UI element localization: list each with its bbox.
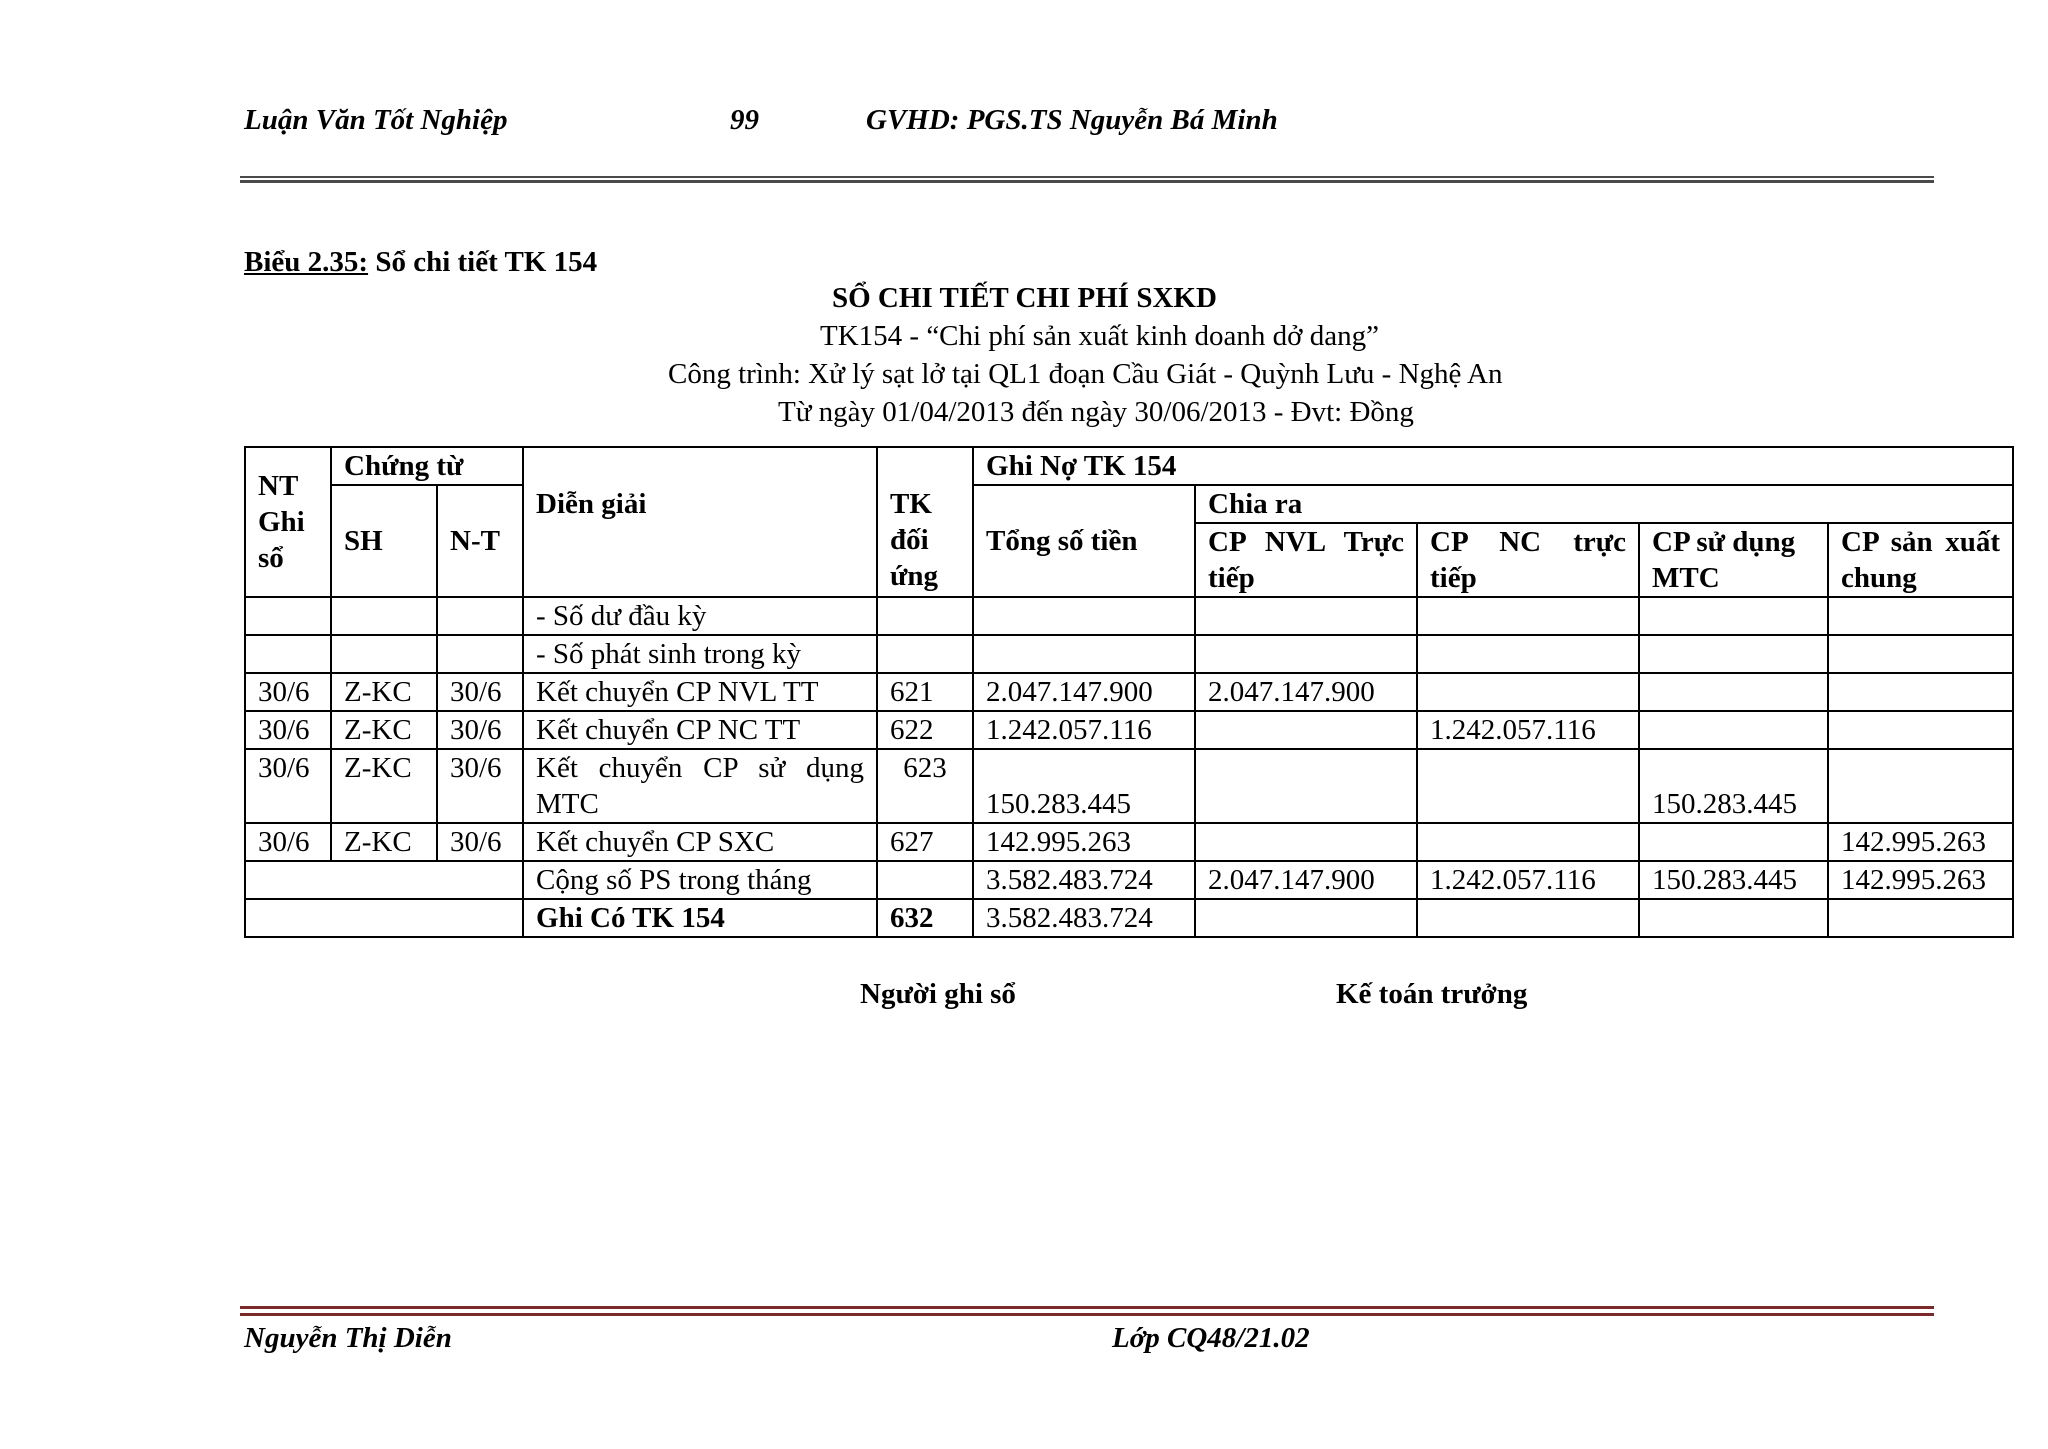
header-thesis-title: Luận Văn Tốt Nghiệp (244, 104, 508, 136)
col-dien-giai (523, 447, 877, 597)
cell-blank (245, 861, 523, 899)
col-nt-ghi-so: NT Ghi sổ (245, 447, 331, 597)
page-header (244, 104, 1934, 144)
cell-mtc (1639, 899, 1828, 937)
ledger-project-line: Công trình: Xử lý sạt lở tại QL1 đoạn Cầu Giát - Quỳnh Lưu - Nghệ An (668, 358, 1503, 390)
cell-nvl (1195, 899, 1417, 937)
cell-sxc (1828, 597, 2013, 635)
cell-mtc (1639, 823, 1828, 861)
cell-nt: 30/6 (245, 749, 331, 823)
table-row (245, 711, 2013, 749)
cell-nc (1417, 673, 1639, 711)
cell-nt: 30/6 (245, 673, 331, 711)
cell-tong: 3.582.483.724 (973, 861, 1195, 899)
cell-nt (245, 597, 331, 635)
cell-dien-giai: Kết chuyển CP NC TT (523, 711, 877, 749)
header-row (245, 447, 2013, 485)
cell-mtc: 150.283.445 (1639, 749, 1828, 823)
cell-tk: 623 (877, 749, 973, 823)
ledger-table (244, 446, 2014, 938)
cell-tong (973, 597, 1195, 635)
footer-rule (240, 1306, 1934, 1316)
cell-dien-giai: Kết chuyển CP SXC (523, 823, 877, 861)
cell-ngay: 30/6 (437, 749, 523, 823)
cell-nc (1417, 899, 1639, 937)
col-dien-giai-label: Diễn giải (536, 488, 647, 520)
cell-sxc: 142.995.263 (1828, 823, 2013, 861)
cell-dien-giai: - Số dư đầu kỳ (523, 597, 877, 635)
cell-sh: Z-KC (331, 673, 437, 711)
cell-blank (245, 899, 523, 937)
col-cp-sxc: CP sản xuất chung (1828, 523, 2013, 597)
signature-recorder: Người ghi sổ (860, 978, 1016, 1010)
cell-dien-giai: - Số phát sinh trong kỳ (523, 635, 877, 673)
cell-sxc: 142.995.263 (1828, 861, 2013, 899)
cell-mtc (1639, 711, 1828, 749)
col-tk-label: TK đối ứng (890, 488, 939, 592)
cell-sxc (1828, 899, 2013, 937)
cell-nc: 1.242.057.116 (1417, 711, 1639, 749)
cell-dien-giai: Kết chuyển CP sử dụng MTC (523, 749, 877, 823)
table-row (245, 749, 2013, 823)
cell-sxc (1828, 673, 2013, 711)
cell-mtc (1639, 673, 1828, 711)
cell-nc (1417, 823, 1639, 861)
cell-nvl (1195, 823, 1417, 861)
cell-sh: Z-KC (331, 711, 437, 749)
table-row (245, 823, 2013, 861)
cell-ngay (437, 635, 523, 673)
col-ngay: N-T (437, 485, 523, 597)
col-tong-so-tien: Tổng số tiền (973, 485, 1195, 597)
col-ghi-no: Ghi Nợ TK 154 (973, 447, 2013, 485)
header-row (245, 485, 2013, 523)
cell-ngay: 30/6 (437, 673, 523, 711)
cell-sh: Z-KC (331, 749, 437, 823)
col-cp-mtc: CP sử dụng MTC (1639, 523, 1828, 597)
col-tk-doi-ung (877, 447, 973, 597)
cell-nvl (1195, 597, 1417, 635)
cell-nc (1417, 635, 1639, 673)
footer-class: Lớp CQ48/21.02 (1112, 1322, 1310, 1354)
ledger-title: SỔ CHI TIẾT CHI PHÍ SXKD (832, 282, 1217, 314)
cell-nvl: 2.047.147.900 (1195, 673, 1417, 711)
header-rule (240, 176, 1934, 183)
table-row (245, 597, 2013, 635)
col-cp-nvl: CP NVL Trực tiếp (1195, 523, 1417, 597)
cell-sh (331, 635, 437, 673)
figure-caption (244, 246, 597, 279)
col-cp-nc: CP NC trực tiếp (1417, 523, 1639, 597)
cell-tong (973, 635, 1195, 673)
cell-mtc (1639, 635, 1828, 673)
cell-nvl (1195, 749, 1417, 823)
caption-text: Sổ chi tiết TK 154 (368, 246, 598, 278)
header-supervisor: GVHD: PGS.TS Nguyễn Bá Minh (866, 104, 1278, 136)
ledger-period-line: Từ ngày 01/04/2013 đến ngày 30/06/2013 - Đvt: Đồng (778, 396, 1414, 428)
cell-sh: Z-KC (331, 823, 437, 861)
credit-row (245, 899, 2013, 937)
cell-ngay (437, 597, 523, 635)
cell-sxc (1828, 749, 2013, 823)
cell-dien-giai: Cộng số PS trong tháng (523, 861, 877, 899)
cell-nt: 30/6 (245, 711, 331, 749)
cell-tong: 142.995.263 (973, 823, 1195, 861)
footer-author: Nguyễn Thị Diễn (244, 1322, 452, 1354)
cell-sxc (1828, 635, 2013, 673)
cell-tong: 3.582.483.724 (973, 899, 1195, 937)
cell-nvl: 2.047.147.900 (1195, 861, 1417, 899)
cell-nt: 30/6 (245, 823, 331, 861)
cell-nt (245, 635, 331, 673)
cell-tong: 1.242.057.116 (973, 711, 1195, 749)
cell-tk: 621 (877, 673, 973, 711)
cell-tk: 622 (877, 711, 973, 749)
table-row (245, 635, 2013, 673)
total-row (245, 861, 2013, 899)
table-row (245, 673, 2013, 711)
cell-tong: 150.283.445 (973, 749, 1195, 823)
cell-nvl (1195, 635, 1417, 673)
cell-tk: 632 (877, 899, 973, 937)
cell-tk (877, 861, 973, 899)
cell-nc: 1.242.057.116 (1417, 861, 1639, 899)
cell-mtc (1639, 597, 1828, 635)
cell-ngay: 30/6 (437, 711, 523, 749)
cell-nc (1417, 597, 1639, 635)
cell-tong: 2.047.147.900 (973, 673, 1195, 711)
cell-sh (331, 597, 437, 635)
cell-dien-giai: Ghi Có TK 154 (523, 899, 877, 937)
cell-nvl (1195, 711, 1417, 749)
cell-tk: 627 (877, 823, 973, 861)
signature-chief-accountant: Kế toán trưởng (1336, 978, 1528, 1010)
cell-tk (877, 597, 973, 635)
col-sh: SH (331, 485, 437, 597)
col-chung-tu: Chứng từ (331, 447, 523, 485)
caption-label: Biểu 2.35: (244, 246, 369, 278)
col-chia-ra: Chia ra (1195, 485, 2013, 523)
header-page-number: 99 (730, 104, 759, 136)
cell-dien-giai: Kết chuyển CP NVL TT (523, 673, 877, 711)
cell-mtc: 150.283.445 (1639, 861, 1828, 899)
ledger-account-line: TK154 - “Chi phí sản xuất kinh doanh dở dang” (820, 320, 1379, 352)
cell-ngay: 30/6 (437, 823, 523, 861)
cell-tk (877, 635, 973, 673)
cell-sxc (1828, 711, 2013, 749)
cell-nc (1417, 749, 1639, 823)
